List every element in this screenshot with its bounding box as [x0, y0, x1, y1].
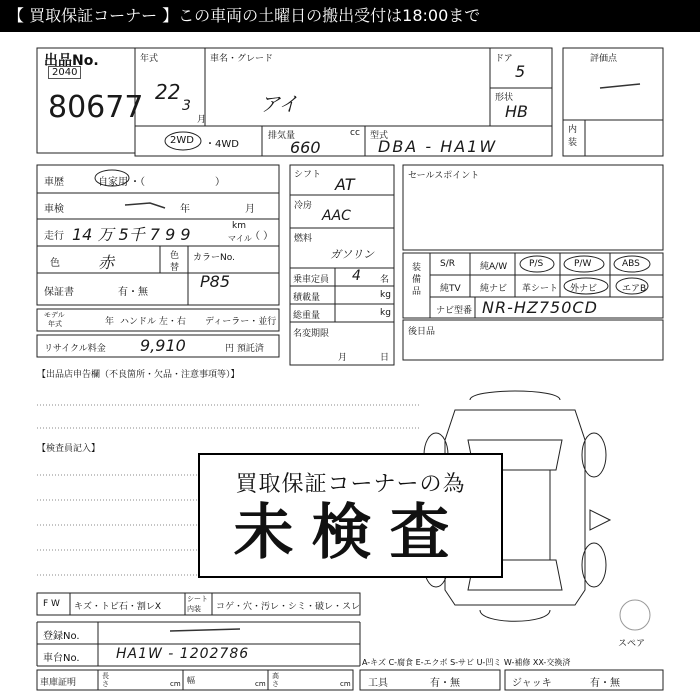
year-label: 年式 [140, 54, 159, 64]
cert-width: 幅 [187, 676, 195, 685]
listing-label: 出品No. [44, 53, 99, 69]
name-change-day: 日 [380, 353, 390, 363]
eq-aw: 純A/W [480, 262, 508, 272]
load-unit: kg [380, 290, 391, 300]
listing-number: 80677 [48, 90, 144, 125]
model-year-handle: ハンドル 左・右 [120, 317, 186, 327]
color-change-1: 色 [170, 251, 180, 261]
ac-label: 冷房 [294, 201, 313, 211]
sales-point-label: セールスポイント [408, 171, 480, 181]
damage-legend: A-キズ C-腐食 E-エクボ S-サビ U-凹ミ W-補修 XX-交換済 [362, 658, 571, 667]
cert-unit-3: cm [340, 680, 351, 688]
mileage-value: 14 万 5千 7 9 9 [72, 225, 191, 244]
eq-pw: P/W [574, 259, 592, 269]
mileage-paren: （ ） [250, 231, 274, 242]
chassis-label: 車台No. [43, 653, 80, 664]
eq-navi: 純ナビ [480, 284, 508, 294]
year-month-unit: 月 [197, 115, 207, 125]
jack-value: 有・無 [590, 678, 620, 689]
eq-tv: 純TV [440, 284, 461, 294]
color-label: 色 [50, 258, 60, 269]
eq-leather: 革シート [522, 284, 559, 294]
header-banner: 【 買取保証コーナー 】この車両の土曜日の搬出受付は18:00まで [0, 0, 700, 32]
load-label: 積載量 [293, 293, 321, 303]
displacement-unit: cc [350, 128, 360, 138]
certificate-label: 車庫証明 [40, 678, 77, 688]
eq-abs: ABS [622, 259, 640, 269]
tools-value: 有・無 [430, 678, 460, 689]
chassis-value: HA1W - 1202786 [116, 646, 250, 662]
doors-value: 5 [515, 62, 526, 81]
drive-4wd: ・4WD [205, 139, 239, 150]
model-year-label-1: モデル [44, 311, 65, 319]
history-rest: ・（ ） [130, 177, 225, 188]
eq-sr: S/R [440, 259, 455, 269]
mileage-unit-mile: マイル [228, 234, 252, 243]
shape-value: HB [505, 102, 529, 121]
cert-unit-1: cm [170, 680, 181, 688]
displacement-value: 660 [290, 138, 321, 157]
spare-label: スペア [618, 639, 646, 649]
fuel-label: 燃料 [294, 234, 313, 244]
grade-value [610, 72, 626, 91]
color-code: P85 [200, 272, 231, 291]
stamp-line2: 未検査 [233, 498, 468, 568]
eq-navi-model-label: ナビ型番 [436, 306, 473, 316]
name-change-label: 名変期限 [293, 329, 330, 339]
ac-value: AAC [322, 208, 351, 224]
model-code-value: DBA - HA1W [378, 137, 498, 156]
recycle-value: 9,910 [140, 336, 186, 355]
history-label: 車歴 [44, 177, 64, 188]
doors-label: ドア [495, 54, 513, 64]
code-seat: シート内装 [187, 595, 208, 613]
color-change-2: 替 [170, 263, 180, 273]
capacity-value: 4 [352, 268, 361, 284]
drive-2wd: 2WD [170, 135, 194, 146]
eq-ps: P/S [529, 259, 544, 269]
registration-label: 登録No. [43, 631, 80, 642]
mileage-unit-km: km [232, 221, 246, 231]
model-year-label-2: 年式 [48, 320, 62, 328]
year-value: 22 [155, 80, 181, 104]
capacity-unit: 名 [380, 275, 390, 285]
tools-label: 工具 [368, 678, 388, 689]
recycle-unit: 円 預託済 [225, 344, 264, 354]
code-fw: F W [43, 599, 60, 609]
code-interior: コゲ・穴・汚レ・シミ・破レ・スレ [216, 602, 361, 612]
mileage-label: 走行 [44, 231, 64, 242]
model-year-dealer: ディーラー・並行 [205, 317, 277, 327]
color-value: 赤 [98, 253, 115, 272]
cert-unit-2: cm [255, 680, 266, 688]
warranty-label: 保証書 [44, 287, 74, 298]
inspector-notes-label: 【検査員記入】 [37, 444, 101, 454]
cert-height: 高さ [272, 672, 279, 688]
gross-unit: kg [380, 308, 391, 318]
history-circled: 自家用 [98, 177, 128, 188]
shift-value: AT [335, 175, 355, 194]
interior-label: 内装 [568, 125, 578, 148]
stamp-line1: 買取保証コーナーの為 [235, 472, 466, 497]
seller-notes-label: 【出品店申告欄（不良箇所・欠品・注意事項等）】 [37, 370, 240, 380]
listing-tag: 2040 [48, 66, 81, 79]
model-year-year: 年 [105, 317, 115, 327]
inspection-year: 年 [180, 204, 190, 215]
not-inspected-stamp [198, 453, 503, 578]
name-change-month: 月 [338, 353, 348, 363]
code-exterior: キズ・トビ石・割レX [74, 602, 161, 612]
color-code-label: カラーNo. [193, 253, 235, 263]
eq-navi-model: NR-HZ750CD [482, 298, 598, 317]
recycle-label: リサイクル料金 [44, 344, 106, 354]
gross-label: 総重量 [293, 311, 321, 321]
displacement-label: 排気量 [268, 131, 296, 141]
later-date-label: 後日品 [408, 327, 436, 337]
inspection-month: 月 [245, 204, 255, 215]
eq-airbag: エアB [622, 284, 647, 294]
year-month: 3 [182, 98, 191, 114]
inspection-label: 車検 [44, 204, 64, 215]
model-code-label: 型式 [370, 131, 389, 141]
jack-label: ジャッキ [512, 678, 552, 689]
eq-ext-mirror: 外ナビ [570, 284, 598, 294]
warranty-value: 有・無 [118, 287, 148, 298]
grade-label: 評価点 [590, 54, 618, 64]
shift-label: シフト [294, 170, 322, 180]
cert-length: 長さ [102, 672, 109, 688]
capacity-label: 乗車定員 [293, 275, 330, 285]
model-name: アイ [260, 92, 299, 116]
shape-label: 形状 [495, 93, 514, 103]
model-label: 車名・グレード [210, 54, 274, 64]
fuel-value: ガソリン [330, 248, 374, 261]
equipment-label: 装備品 [412, 263, 422, 297]
